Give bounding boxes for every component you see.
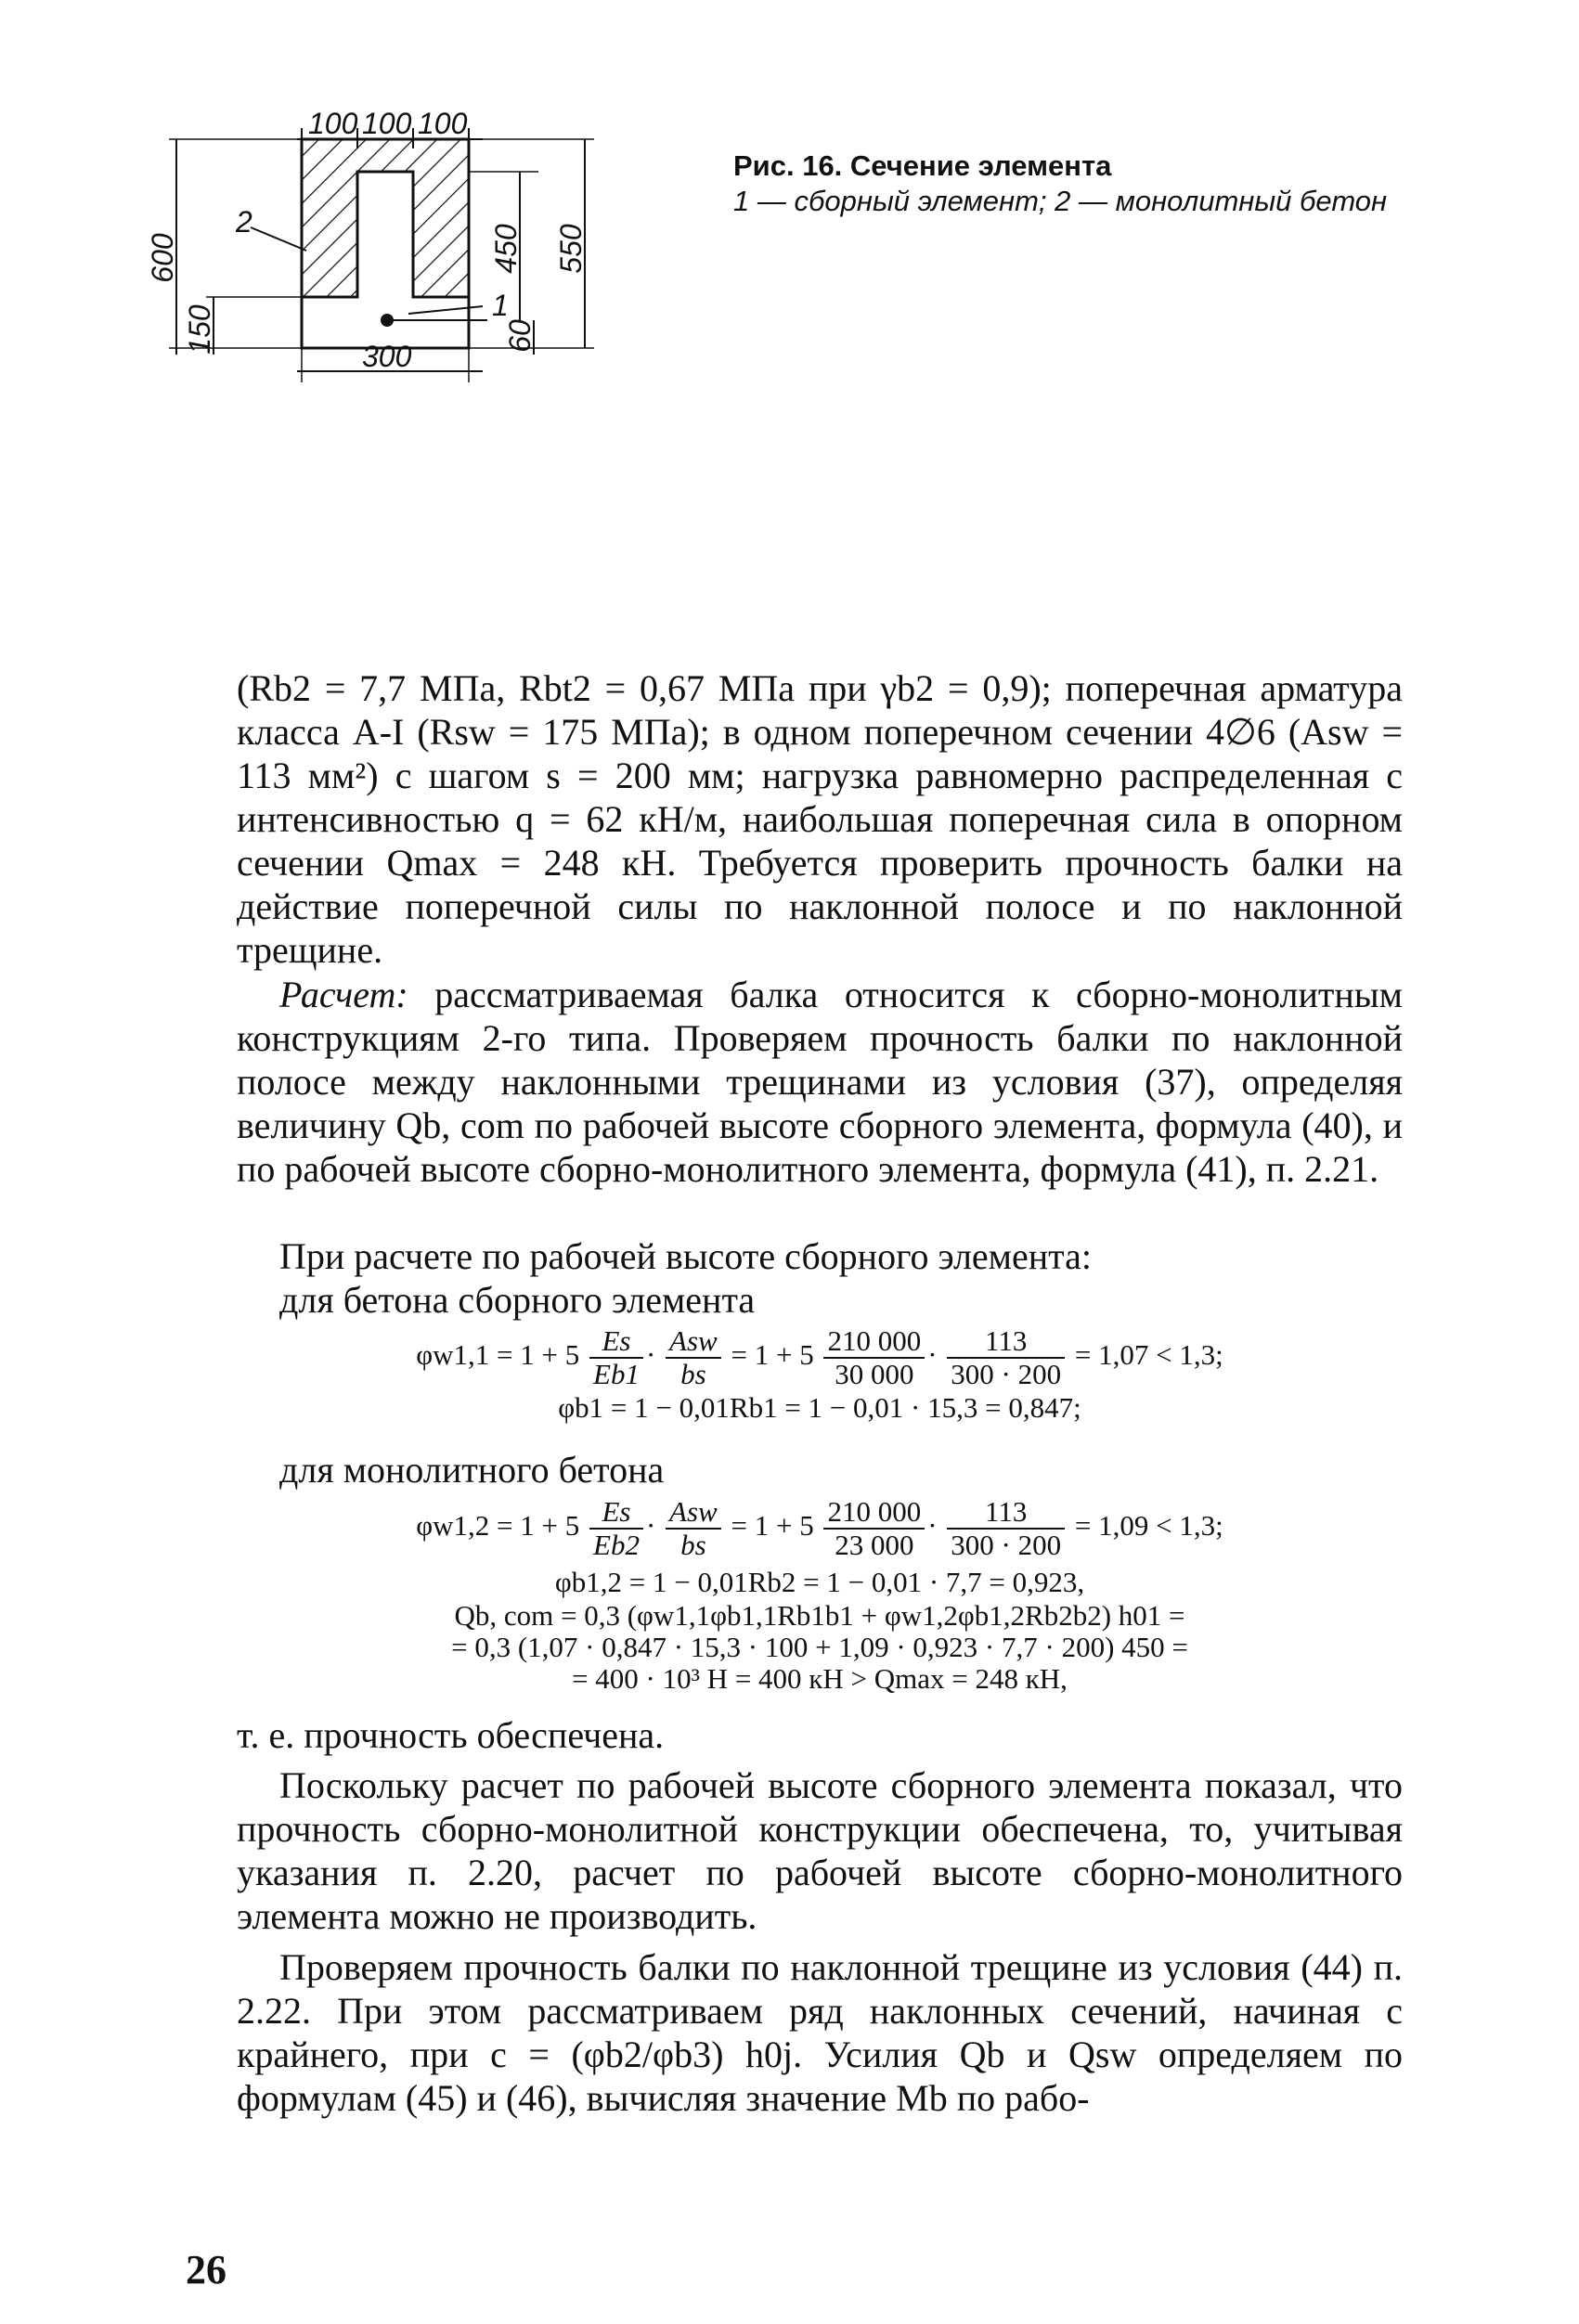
paragraph-2: Расчет: рассматриваемая балка относится к сборно-монолитным конструкциям 2-го типа. Проверяем прочность балки по наклонной полосе между наклонными трещинами из условия (37), определяя величину Qb, com по рабочей высоте сборного элемента, формула (40), и по рабочей высоте сборно-монолитного элемента, формула (41), п. 2.21. <box>237 974 1403 1190</box>
dim-top-1: 100 <box>308 107 358 140</box>
dim-left-150: 150 <box>183 304 216 355</box>
dim-bottom-300: 300 <box>362 340 412 373</box>
figure-caption <box>733 148 1532 219</box>
section-figure <box>146 107 696 640</box>
caption-legend: 1 — сборный элемент; 2 — монолитный бетон <box>733 185 1388 217</box>
label-precast: 1 <box>492 289 509 322</box>
page-number: 26 <box>186 2247 226 2292</box>
formula-phi-b12: φb1,2 = 1 − 0,01Rb2 = 1 − 0,01 · 7,7 = 0,923, <box>554 1566 1085 1598</box>
paragraph-1: (Rb2 = 7,7 МПа, Rbt2 = 0,67 МПа при γb2 = 0,9); поперечная арматура класса A-I (Rsw = 175 МПа); в одном поперечном сечении 4∅6 (Asw = 113 мм²) с шагом s = 200 мм; нагрузка равномерно распределенная с интенсивностью q = 62 кН/м, наибольшая поперечная сила в опорном сечении Qmax = 248 кН. Требуется проверить прочность балки на действие поперечной силы по наклонной полосе и по наклонной трещине. <box>237 667 1403 971</box>
caption-title: Рис. 16. Сечение элемента <box>733 149 1112 182</box>
paragraph-5: для монолитного бетона <box>279 1449 665 1491</box>
paragraph-6: т. е. прочность обеспечена. <box>237 1714 665 1756</box>
paragraph-8: Проверяем прочность балки по наклонной трещине из условия (44) п. 2.22. При этом рассматриваем ряд наклонных сечений, начиная с крайнего, при c = (φb2/φb3) h0j. Усилия Qb и Qsw определяем по формулам (45) и (46), вычисляя значение Mb по рабо- <box>237 1946 1403 2119</box>
calc-lead: Расчет: <box>279 974 408 1015</box>
dim-right-60: 60 <box>503 319 537 353</box>
dim-top-2: 100 <box>362 107 412 140</box>
dim-top-3: 100 <box>418 107 468 140</box>
formula-phi-b1: φb1 = 1 − 0,01Rb1 = 1 − 0,01 · 15,3 = 0,847; <box>558 1391 1081 1424</box>
formula-phi-w11: φw1,1 = 1 + 5 $\frac{Es}{Eb1}$ · $\frac{\text{Asw}}{bs}$ = 1 + 5 $\frac{210 000}{30 000}$ · $\frac{113}{300 \cdot 200}$ = 1,07 < 1,3; <box>416 1324 1223 1390</box>
paragraph-7: Поскольку расчет по рабочей высоте сборного элемента показал, что прочность сборно-монолитной конструкции обеспечена, то, учитывая указания п. 2.20, расчет по рабочей высоте сборно-монолитного элемента можно не производить. <box>237 1764 1403 1937</box>
formula-phi-w12: φw1,2 = 1 + 5 $\frac{Es}{Eb2}$ · $\frac{\text{Asw}}{bs}$ = 1 + 5 $\frac{210 000}{23 000}$ · $\frac{113}{300 \cdot 200}$ = 1,09 < 1,3; <box>416 1495 1223 1561</box>
dim-left-600: 600 <box>146 233 179 283</box>
formula-qb-com-result: = 400 · 10³ Н = 400 кН > Qmax = 248 кН, <box>572 1662 1068 1695</box>
formula-qb-com: Qb, com = 0,3 (φw1,1φb1,1Rb1b1 + φw1,2φb1,2Rb2b2) h01 = <box>454 1599 1185 1632</box>
paragraph-4: для бетона сборного элемента <box>279 1279 756 1321</box>
dimension-labels <box>146 107 696 640</box>
paragraph-3: При расчете по рабочей высоте сборного элемента: <box>279 1235 1092 1277</box>
formula-qb-com-calc: = 0,3 (1,07 · 0,847 · 15,3 · 100 + 1,09 · 0,923 · 7,7 · 200) 450 = <box>451 1631 1188 1663</box>
dim-right-550: 550 <box>554 224 588 274</box>
label-monolithic: 2 <box>236 205 252 239</box>
dim-right-450: 450 <box>489 224 523 274</box>
